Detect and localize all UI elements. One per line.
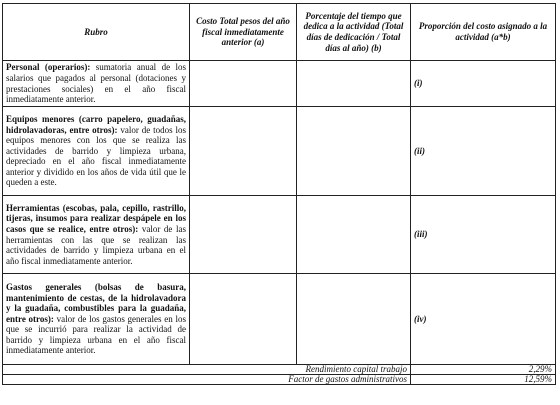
cost-allocation-table: [2, 3, 556, 385]
rubro-desc: valor de las herramientas con las que se realizan las actividades de barrido y limpieza urbana en el año fiscal inmediatamente anterior.: [6, 223, 187, 266]
proporcion-cell: (ii): [411, 107, 556, 196]
proporcion-cell: (i): [411, 61, 556, 107]
rubro-desc: valor de los gastos generales en los que se incurrió para realizar la actividad de barrido y limpieza urbana en el año fiscal inmediatamente anterior.: [6, 313, 186, 356]
table-row: [3, 274, 556, 365]
table-row: [3, 107, 556, 196]
rubro-lead: Personal (operarios):: [6, 62, 91, 73]
table-row: [3, 196, 556, 274]
costo-cell: [190, 61, 297, 107]
gastos-admin-value: 12,59%: [411, 375, 556, 385]
proporcion-cell: (iii): [411, 196, 556, 274]
footer-row: [3, 375, 556, 385]
header-porcentaje-tiempo: Porcentaje del tiempo que dedica a la actividad (Total días de dedicación / Total días al año) (b): [297, 4, 411, 61]
rubro-cell: [3, 274, 190, 365]
rendimiento-label: Rendimiento capital trabajo: [3, 365, 411, 375]
rubro-lead: Gastos generales (bolsas de basura, mantenimiento de cestas, de la hidrolavadora y la guadaña, combustibles para la guadaña, entre otros):: [6, 281, 186, 324]
rubro-cell: [3, 61, 190, 107]
footer-row: [3, 365, 556, 375]
costo-cell: [190, 274, 297, 365]
header-row: [3, 4, 556, 61]
table-row: [3, 61, 556, 107]
rubro-lead: Herramientas (escobas, pala, cepillo, rastrillo, tijeras, insumos para realizar despápele en los casos que se realice, entre otros):: [6, 202, 186, 234]
porcentaje-cell: [297, 196, 411, 274]
header-proporcion-costo: Proporción del costo asignado a la actividad (a*b): [411, 4, 556, 61]
rendimiento-value: 2,29%: [411, 365, 556, 375]
gastos-admin-label: Factor de gastos administrativos: [3, 375, 411, 385]
rubro-cell: [3, 107, 190, 196]
header-rubro: Rubro: [3, 4, 190, 61]
header-costo-total: Costo Total pesos del año fiscal inmediatamente anterior (a): [190, 4, 297, 61]
costo-cell: [190, 196, 297, 274]
porcentaje-cell: [297, 274, 411, 365]
proporcion-cell: (iv): [411, 274, 556, 365]
costo-cell: [190, 107, 297, 196]
porcentaje-cell: [297, 107, 411, 196]
rubro-cell: [3, 196, 190, 274]
rubro-desc: valor de todos los equipos menores con los que se realiza las actividades de barrido y limpieza urbana, depreciado en el año fiscal inmediatamente anterior y dividido en los años de vida útil que le queden a este.: [6, 124, 186, 188]
rubro-desc: sumatoria anual de los salarios que pagados al personal (dotaciones y prestaciones sociales) en el año fiscal inmediatamente anterior.: [6, 62, 186, 105]
rubro-lead: Equipos menores (carro papelero, guadañas, hidrolavadoras, entre otros):: [6, 113, 186, 135]
porcentaje-cell: [297, 61, 411, 107]
